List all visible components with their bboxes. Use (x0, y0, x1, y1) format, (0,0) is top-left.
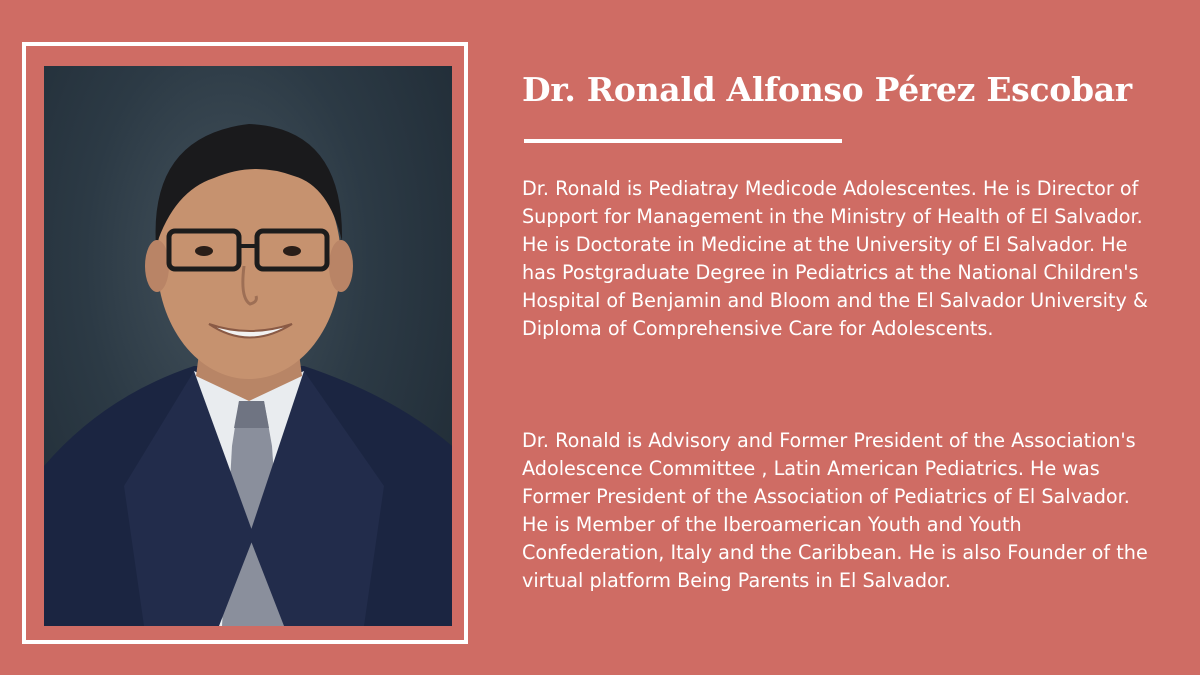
bio-paragraph-2: Dr. Ronald is Advisory and Former President of the Association's Adolescence Committee , Latin American Pediatrics. He was Former President of the Association of Pediatrics of El Salvador. He is Member of the Iberoamerican Youth and Youth Confederation, Italy and the Caribbean. He is also Founder of the virtual platform Being Parents in El Salvador. (522, 429, 1148, 592)
bio-paragraph-1: Dr. Ronald is Pediatray Medicode Adolescentes. He is Director of Support for Management in the Ministry of Health of El Salvador. He is Doctorate in Medicine at the University of El Salvador. He has Postgraduate Degree in Pediatrics at the National Children's Hospital of Benjamin and Bloom and the El Salvador University & Diploma of Comprehensive Care for Adolescents. (522, 177, 1148, 340)
doctor-name: Dr. Ronald Alfonso Pérez Escobar (522, 70, 1132, 109)
portrait-photo (44, 66, 452, 626)
portrait-photo-icon (44, 66, 452, 626)
title-divider (524, 139, 842, 143)
